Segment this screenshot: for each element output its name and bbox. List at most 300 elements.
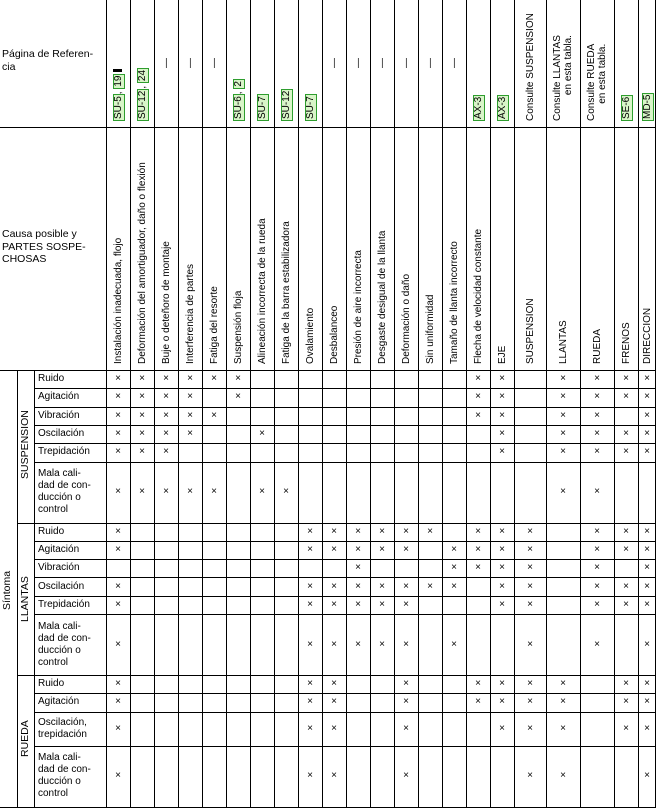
cause-mark: × xyxy=(139,391,145,403)
cause-mark: × xyxy=(139,428,145,440)
cause-mark: × xyxy=(115,678,121,690)
cause-label: RUEDA xyxy=(591,328,603,364)
cause-mark: × xyxy=(644,638,650,650)
column-divider xyxy=(614,370,615,807)
cause-mark: × xyxy=(499,543,505,555)
row-divider xyxy=(34,541,656,542)
cause-mark: × xyxy=(139,446,145,458)
reference-cell xyxy=(497,95,509,121)
cause-mark: × xyxy=(403,525,409,537)
column-divider xyxy=(466,0,467,370)
cause-mark: × xyxy=(594,446,600,458)
cause-mark: × xyxy=(355,562,361,574)
row-divider xyxy=(34,559,656,560)
reference-cell xyxy=(642,93,654,121)
symptom-label: Mala cali- dad de con- ducción o control xyxy=(38,620,91,668)
cause-mark: × xyxy=(307,696,313,708)
row-divider xyxy=(34,712,656,713)
cause-label: DIRECCION xyxy=(641,307,653,364)
cause-mark: × xyxy=(527,598,533,610)
cause-mark: × xyxy=(379,598,385,610)
cause-mark: × xyxy=(644,543,650,555)
column-divider xyxy=(226,370,227,807)
reference-cell: — xyxy=(184,58,196,68)
cause-label: Instalación inadecuada, flojo xyxy=(112,237,124,364)
row-divider xyxy=(34,596,656,597)
reference-cell: — xyxy=(208,58,220,68)
reference-cell xyxy=(473,95,485,121)
symptom-label: Oscilación, trepidación xyxy=(38,716,87,740)
cause-mark: × xyxy=(331,543,337,555)
cause-mark: × xyxy=(187,428,193,440)
cause-mark: × xyxy=(163,446,169,458)
symptom-label: Agitación xyxy=(38,696,80,708)
text-cursor xyxy=(113,69,122,72)
cause-label: Buje o deteñoro de montaje xyxy=(160,241,172,364)
reference-cell: Consulte LLANTAS en esta tabla. xyxy=(552,35,574,121)
cause-mark: × xyxy=(115,696,121,708)
cause-mark: × xyxy=(403,722,409,734)
cause-mark: × xyxy=(499,391,505,403)
symptom-label: Ruido xyxy=(38,525,65,537)
column-divider xyxy=(322,370,323,807)
reference-link[interactable]: SU-5 xyxy=(112,96,124,119)
cause-mark: × xyxy=(623,678,629,690)
cause-mark: × xyxy=(527,562,533,574)
cause-mark: × xyxy=(187,373,193,385)
cause-mark: × xyxy=(527,696,533,708)
cause-mark: × xyxy=(451,580,457,592)
cause-mark: × xyxy=(644,446,650,458)
cause-mark: × xyxy=(527,543,533,555)
row-divider xyxy=(34,614,656,615)
cause-mark: × xyxy=(644,678,650,690)
cause-mark: × xyxy=(499,678,505,690)
cause-mark: × xyxy=(331,696,337,708)
cause-mark: × xyxy=(594,580,600,592)
cause-mark: × xyxy=(499,428,505,440)
cause-label: Interferencia de partes xyxy=(184,263,196,364)
column-divider xyxy=(614,0,615,370)
symptom-label: Ruido xyxy=(38,373,65,385)
cause-mark: × xyxy=(259,486,265,497)
cause-mark: × xyxy=(331,638,337,650)
cause-mark: × xyxy=(594,373,600,385)
reference-link[interactable]: SU-7 xyxy=(256,96,268,119)
cause-mark: × xyxy=(499,562,505,574)
cause-mark: × xyxy=(623,525,629,537)
cause-mark: × xyxy=(307,770,313,782)
reference-link[interactable]: SU-7 xyxy=(304,96,316,119)
row-divider xyxy=(34,462,656,463)
row-divider xyxy=(34,388,656,389)
column-divider xyxy=(394,370,395,807)
cause-mark: × xyxy=(527,678,533,690)
reference-link[interactable]: SU-12 xyxy=(280,90,292,119)
cause-mark: × xyxy=(211,486,217,497)
header-divider xyxy=(0,127,656,128)
column-divider xyxy=(546,0,547,370)
cause-mark: × xyxy=(187,486,193,497)
cause-mark: × xyxy=(307,638,313,650)
column-divider xyxy=(546,370,547,807)
cause-mark: × xyxy=(560,486,566,497)
symptom-label: Vibración xyxy=(38,562,80,574)
reference-page-header: Página de Referen- cia xyxy=(2,48,94,73)
column-divider xyxy=(298,0,299,370)
cause-mark: × xyxy=(427,580,433,592)
cause-mark: × xyxy=(644,580,650,592)
reference-cell xyxy=(621,95,633,121)
column-divider xyxy=(154,0,155,370)
cause-label: Sin uniformidad xyxy=(424,294,436,364)
cause-mark: × xyxy=(623,428,629,440)
cause-mark: × xyxy=(163,391,169,403)
cause-label: Ovalamiento xyxy=(304,307,316,364)
symptom-column-line xyxy=(34,370,35,807)
cause-mark: × xyxy=(115,722,121,734)
cause-mark: × xyxy=(623,580,629,592)
symptom-label: Trepidación xyxy=(38,598,90,610)
cause-mark: × xyxy=(115,638,121,650)
cause-mark: × xyxy=(403,696,409,708)
cause-mark: × xyxy=(355,525,361,537)
cause-label: Suspensión floja xyxy=(232,290,244,364)
reference-cell: Consulte RUEDA en esta tabla. xyxy=(586,43,608,121)
cause-mark: × xyxy=(379,525,385,537)
group-divider xyxy=(17,523,656,524)
column-divider xyxy=(346,370,347,807)
cause-mark: × xyxy=(115,428,121,440)
cause-mark: × xyxy=(307,580,313,592)
cause-mark: × xyxy=(163,486,169,497)
cause-mark: × xyxy=(115,409,121,421)
column-divider xyxy=(250,370,251,807)
cause-mark: × xyxy=(527,722,533,734)
cause-mark: × xyxy=(427,525,433,537)
cause-mark: × xyxy=(331,580,337,592)
cause-mark: × xyxy=(499,598,505,610)
column-divider xyxy=(178,0,179,370)
cause-mark: × xyxy=(307,543,313,555)
symptom-label: Vibración xyxy=(38,409,80,421)
column-divider xyxy=(202,0,203,370)
column-divider xyxy=(580,0,581,370)
cause-mark: × xyxy=(475,543,481,555)
cause-label: SUSPENSION xyxy=(524,298,536,364)
column-divider xyxy=(130,370,131,807)
reference-cell: — xyxy=(352,58,364,68)
cause-mark: × xyxy=(475,525,481,537)
cause-mark: × xyxy=(307,722,313,734)
cause-mark: × xyxy=(115,598,121,610)
cause-mark: × xyxy=(379,543,385,555)
symptom-label: Trepidación xyxy=(38,446,90,458)
column-divider xyxy=(442,0,443,370)
cause-mark: × xyxy=(560,391,566,403)
cause-mark: × xyxy=(235,391,241,403)
reference-cell: — xyxy=(424,58,436,68)
reference-link[interactable]: SU-12 xyxy=(136,90,148,119)
cause-mark: × xyxy=(560,428,566,440)
cause-label: Desgaste desigual de la llanta xyxy=(376,230,388,364)
column-divider xyxy=(154,370,155,807)
cause-mark: × xyxy=(235,373,241,385)
reference-link[interactable]: SU-6 xyxy=(232,96,244,119)
cause-mark: × xyxy=(139,409,145,421)
cause-mark: × xyxy=(594,598,600,610)
reference-cell: — xyxy=(160,58,172,68)
cause-mark: × xyxy=(560,770,566,782)
cause-mark: × xyxy=(403,678,409,690)
column-divider xyxy=(178,370,179,807)
cause-mark: × xyxy=(560,678,566,690)
column-divider xyxy=(418,0,419,370)
cause-mark: × xyxy=(403,580,409,592)
column-divider xyxy=(130,0,131,370)
column-divider xyxy=(106,0,107,370)
cause-mark: × xyxy=(644,696,650,708)
symptom-label: Mala cali- dad de con- ducción o control xyxy=(38,752,91,800)
cause-mark: × xyxy=(283,486,289,497)
cause-mark: × xyxy=(475,409,481,421)
reference-cell: — xyxy=(400,58,412,68)
cause-mark: × xyxy=(499,722,505,734)
symptom-label: Ruido xyxy=(38,678,65,690)
cause-mark: × xyxy=(163,373,169,385)
cause-mark: × xyxy=(475,696,481,708)
cause-mark: × xyxy=(187,409,193,421)
symptom-group-label: LLANTAS xyxy=(19,575,31,622)
cause-mark: × xyxy=(379,580,385,592)
column-divider xyxy=(370,0,371,370)
cause-mark: × xyxy=(451,562,457,574)
cause-label: Tamaño de llanta incorrecto xyxy=(448,241,460,364)
cause-mark: × xyxy=(560,409,566,421)
cause-mark: × xyxy=(644,373,650,385)
row-divider xyxy=(34,577,656,578)
symptom-label: Mala cali- dad de con- ducción o control xyxy=(38,468,91,515)
cause-mark: × xyxy=(594,562,600,574)
column-divider xyxy=(638,0,639,370)
cause-mark: × xyxy=(403,770,409,782)
reference-cell xyxy=(305,94,317,121)
symptom-label: Agitación xyxy=(38,391,80,403)
cause-mark: × xyxy=(115,446,121,458)
cause-mark: × xyxy=(355,598,361,610)
cause-mark: × xyxy=(331,598,337,610)
reference-cell xyxy=(257,94,269,121)
cause-mark: × xyxy=(355,580,361,592)
column-divider xyxy=(514,0,515,370)
column-divider xyxy=(106,370,107,807)
symptom-label: Oscilación xyxy=(38,428,85,440)
column-divider xyxy=(370,370,371,807)
cause-mark: × xyxy=(139,373,145,385)
cause-mark: × xyxy=(594,428,600,440)
column-divider xyxy=(466,370,467,807)
cause-mark: × xyxy=(115,486,121,497)
cause-mark: × xyxy=(623,391,629,403)
reference-link[interactable]: 2 xyxy=(232,81,244,87)
cause-mark: × xyxy=(307,598,313,610)
cause-mark: × xyxy=(187,391,193,403)
column-divider xyxy=(298,370,299,807)
column-divider xyxy=(580,370,581,807)
reference-link[interactable]: 19 xyxy=(112,75,124,87)
symptom-label: Oscilación xyxy=(38,580,85,592)
cause-mark: × xyxy=(115,373,121,385)
reference-cell: — xyxy=(376,58,388,68)
column-divider xyxy=(226,0,227,370)
possible-cause-header: Causa posible y PARTES SOSPE- CHOSAS xyxy=(2,228,86,265)
cause-mark: × xyxy=(499,580,505,592)
row-divider xyxy=(34,407,656,408)
cause-mark: × xyxy=(644,722,650,734)
cause-mark: × xyxy=(211,409,217,421)
cause-mark: × xyxy=(115,543,121,555)
cause-mark: × xyxy=(355,638,361,650)
cause-mark: × xyxy=(475,678,481,690)
cause-label: Deformación o daño xyxy=(400,273,412,364)
cause-mark: × xyxy=(115,770,121,782)
cause-mark: × xyxy=(644,562,650,574)
cause-mark: × xyxy=(379,638,385,650)
cause-mark: × xyxy=(403,598,409,610)
cause-mark: × xyxy=(623,722,629,734)
reference-link[interactable]: SE-6 xyxy=(620,96,632,119)
cause-mark: × xyxy=(499,446,505,458)
reference-cell: — xyxy=(328,58,340,68)
row-divider xyxy=(34,746,656,747)
cause-mark: × xyxy=(499,409,505,421)
cause-mark: × xyxy=(644,770,650,782)
cause-mark: × xyxy=(594,525,600,537)
cause-mark: × xyxy=(331,722,337,734)
cause-mark: × xyxy=(475,391,481,403)
cause-mark: × xyxy=(403,638,409,650)
cause-label: Desbalanceo xyxy=(328,305,340,364)
reference-link[interactable]: AX-3 xyxy=(472,96,484,119)
cause-mark: × xyxy=(499,373,505,385)
cause-label: Fatiga de la barra estabilizadora xyxy=(280,221,292,364)
cause-label: Alineación incorrecta de la rueda xyxy=(256,218,268,364)
cause-mark: × xyxy=(623,543,629,555)
cause-mark: × xyxy=(331,678,337,690)
cause-mark: × xyxy=(499,696,505,708)
cause-label: Fatiga del resorte xyxy=(208,286,220,364)
column-divider xyxy=(442,370,443,807)
cause-mark: × xyxy=(594,638,600,650)
cause-mark: × xyxy=(451,543,457,555)
reference-cell: SU-12, 24 xyxy=(136,69,148,119)
column-divider xyxy=(322,0,323,370)
cause-label: LLANTAS xyxy=(557,320,569,364)
cause-label: FRENOS xyxy=(620,322,632,364)
cause-mark: × xyxy=(623,696,629,708)
cause-mark: × xyxy=(594,543,600,555)
cause-label: Presión de aire incorrecta xyxy=(352,250,364,364)
cause-mark: × xyxy=(560,696,566,708)
reference-cell: — xyxy=(448,58,460,68)
cause-label: Deformación del amortiguador, daño o flexión xyxy=(136,162,148,364)
cause-mark: × xyxy=(644,525,650,537)
cause-mark: × xyxy=(475,373,481,385)
cause-mark: × xyxy=(560,373,566,385)
symptom-group-label: RUEDA xyxy=(19,720,31,758)
cause-mark: × xyxy=(355,543,361,555)
cause-mark: × xyxy=(115,391,121,403)
cause-mark: × xyxy=(139,486,145,497)
cause-mark: × xyxy=(644,428,650,440)
symptom-axis-label: Síntoma xyxy=(1,571,13,611)
reference-cell: SU-5, 19 xyxy=(113,69,125,121)
cause-mark: × xyxy=(560,446,566,458)
cause-mark: × xyxy=(623,446,629,458)
cause-mark: × xyxy=(331,770,337,782)
cause-mark: × xyxy=(527,580,533,592)
row-divider xyxy=(34,693,656,694)
cause-mark: × xyxy=(475,562,481,574)
reference-cell xyxy=(281,89,293,121)
cause-mark: × xyxy=(331,525,337,537)
row-divider xyxy=(34,443,656,444)
cause-mark: × xyxy=(560,722,566,734)
column-divider xyxy=(346,0,347,370)
reference-link[interactable]: AX-3 xyxy=(496,96,508,119)
row-divider xyxy=(34,425,656,426)
cause-mark: × xyxy=(623,373,629,385)
cause-mark: × xyxy=(115,525,121,537)
column-divider xyxy=(490,370,491,807)
cause-mark: × xyxy=(594,409,600,421)
cause-mark: × xyxy=(163,428,169,440)
reference-cell: Consulte SUSPENSION xyxy=(524,13,536,121)
cause-mark: × xyxy=(451,638,457,650)
column-divider xyxy=(274,0,275,370)
cause-mark: × xyxy=(307,525,313,537)
cause-mark: × xyxy=(527,525,533,537)
symptom-label: Agitación xyxy=(38,543,80,555)
cause-mark: × xyxy=(403,543,409,555)
cause-mark: × xyxy=(594,486,600,497)
reference-cell: SU-6, 2 xyxy=(232,81,244,119)
column-divider xyxy=(638,370,639,807)
cause-mark: × xyxy=(211,373,217,385)
cause-mark: × xyxy=(644,391,650,403)
cause-mark: × xyxy=(623,598,629,610)
cause-mark: × xyxy=(307,678,313,690)
symptom-group-label: SUSPENSION xyxy=(19,410,31,480)
column-divider xyxy=(418,370,419,807)
reference-link[interactable]: MD-5 xyxy=(641,94,653,119)
cause-mark: × xyxy=(527,638,533,650)
cause-label: Flecha de velocidad constante xyxy=(472,228,484,364)
column-divider xyxy=(490,0,491,370)
group-column-line xyxy=(17,370,18,807)
cause-mark: × xyxy=(499,525,505,537)
column-divider xyxy=(514,370,515,807)
cause-mark: × xyxy=(644,598,650,610)
cause-mark: × xyxy=(594,391,600,403)
column-divider xyxy=(394,0,395,370)
column-divider xyxy=(202,370,203,807)
cause-mark: × xyxy=(527,770,533,782)
column-divider xyxy=(274,370,275,807)
cause-mark: × xyxy=(259,428,265,440)
reference-link[interactable]: 24 xyxy=(136,69,148,82)
column-divider xyxy=(250,0,251,370)
